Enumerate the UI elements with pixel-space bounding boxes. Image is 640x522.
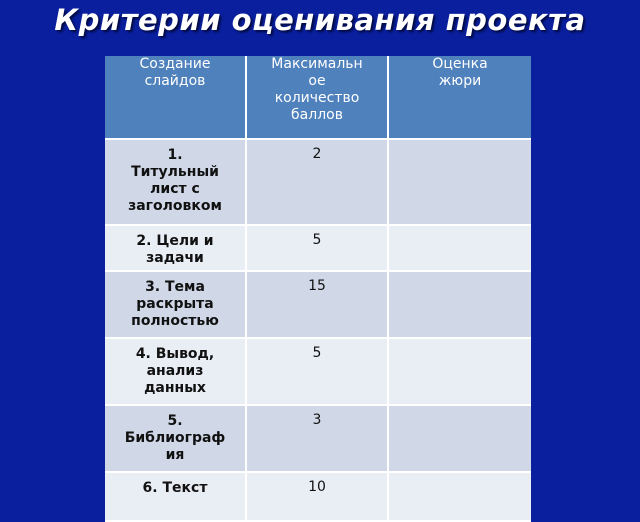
header-line: слайдов [144,73,206,89]
criterion-line: Библиограф [124,430,226,446]
table-row [105,472,531,521]
jury-score-cell[interactable] [388,271,531,338]
criterion-line: 5. [167,413,183,429]
criterion-line: задачи [146,250,204,266]
max-points-cell: 10 [246,472,388,521]
header-line: баллов [291,107,343,123]
criterion-cell [105,405,246,472]
criterion-cell [105,139,246,225]
jury-score-cell[interactable] [388,472,531,521]
header-creating-slides [105,56,246,139]
criterion-cell [105,225,246,271]
criterion-line: 1. [167,147,183,163]
jury-score-cell[interactable] [388,338,531,405]
criterion-line: анализ [146,363,204,379]
criterion-line: раскрыта [136,296,214,312]
criterion-line: ия [165,447,185,463]
table-row [105,271,531,338]
header-jury-score [388,56,531,139]
header-line: Максимальн [271,56,363,72]
criterion-cell [105,472,246,521]
criterion-line: полностью [131,313,219,329]
jury-score-cell[interactable] [388,225,531,271]
max-points-cell: 5 [246,225,388,271]
table-header-row [105,56,531,139]
jury-score-cell[interactable] [388,139,531,225]
max-points-cell: 5 [246,338,388,405]
max-points-cell: 3 [246,405,388,472]
criterion-line: 2. Цели и [136,233,214,249]
criterion-cell [105,271,246,338]
criterion-line: Титульный [131,164,219,180]
criterion-cell [105,338,246,405]
max-points-cell: 15 [246,271,388,338]
header-line: Оценка [432,56,488,72]
slide-title: Критерии оценивания проекта [54,3,586,37]
header-line: количество [274,90,360,106]
criterion-line: данных [144,380,206,396]
criterion-line: 3. Тема [145,279,205,295]
criteria-table [105,56,531,522]
criterion-line: 4. Вывод, [135,346,215,362]
header-max-points [246,56,388,139]
header-line: жюри [438,73,482,89]
criterion-line: 6. Текст [142,480,208,496]
table-row [105,405,531,472]
jury-score-cell[interactable] [388,405,531,472]
table-row [105,338,531,405]
criterion-line: лист с [150,181,200,197]
table-row [105,139,531,225]
header-line: ое [308,73,326,89]
criterion-line: заголовком [128,198,222,214]
max-points-cell: 2 [246,139,388,225]
header-line: Создание [139,56,211,72]
table-row [105,225,531,271]
